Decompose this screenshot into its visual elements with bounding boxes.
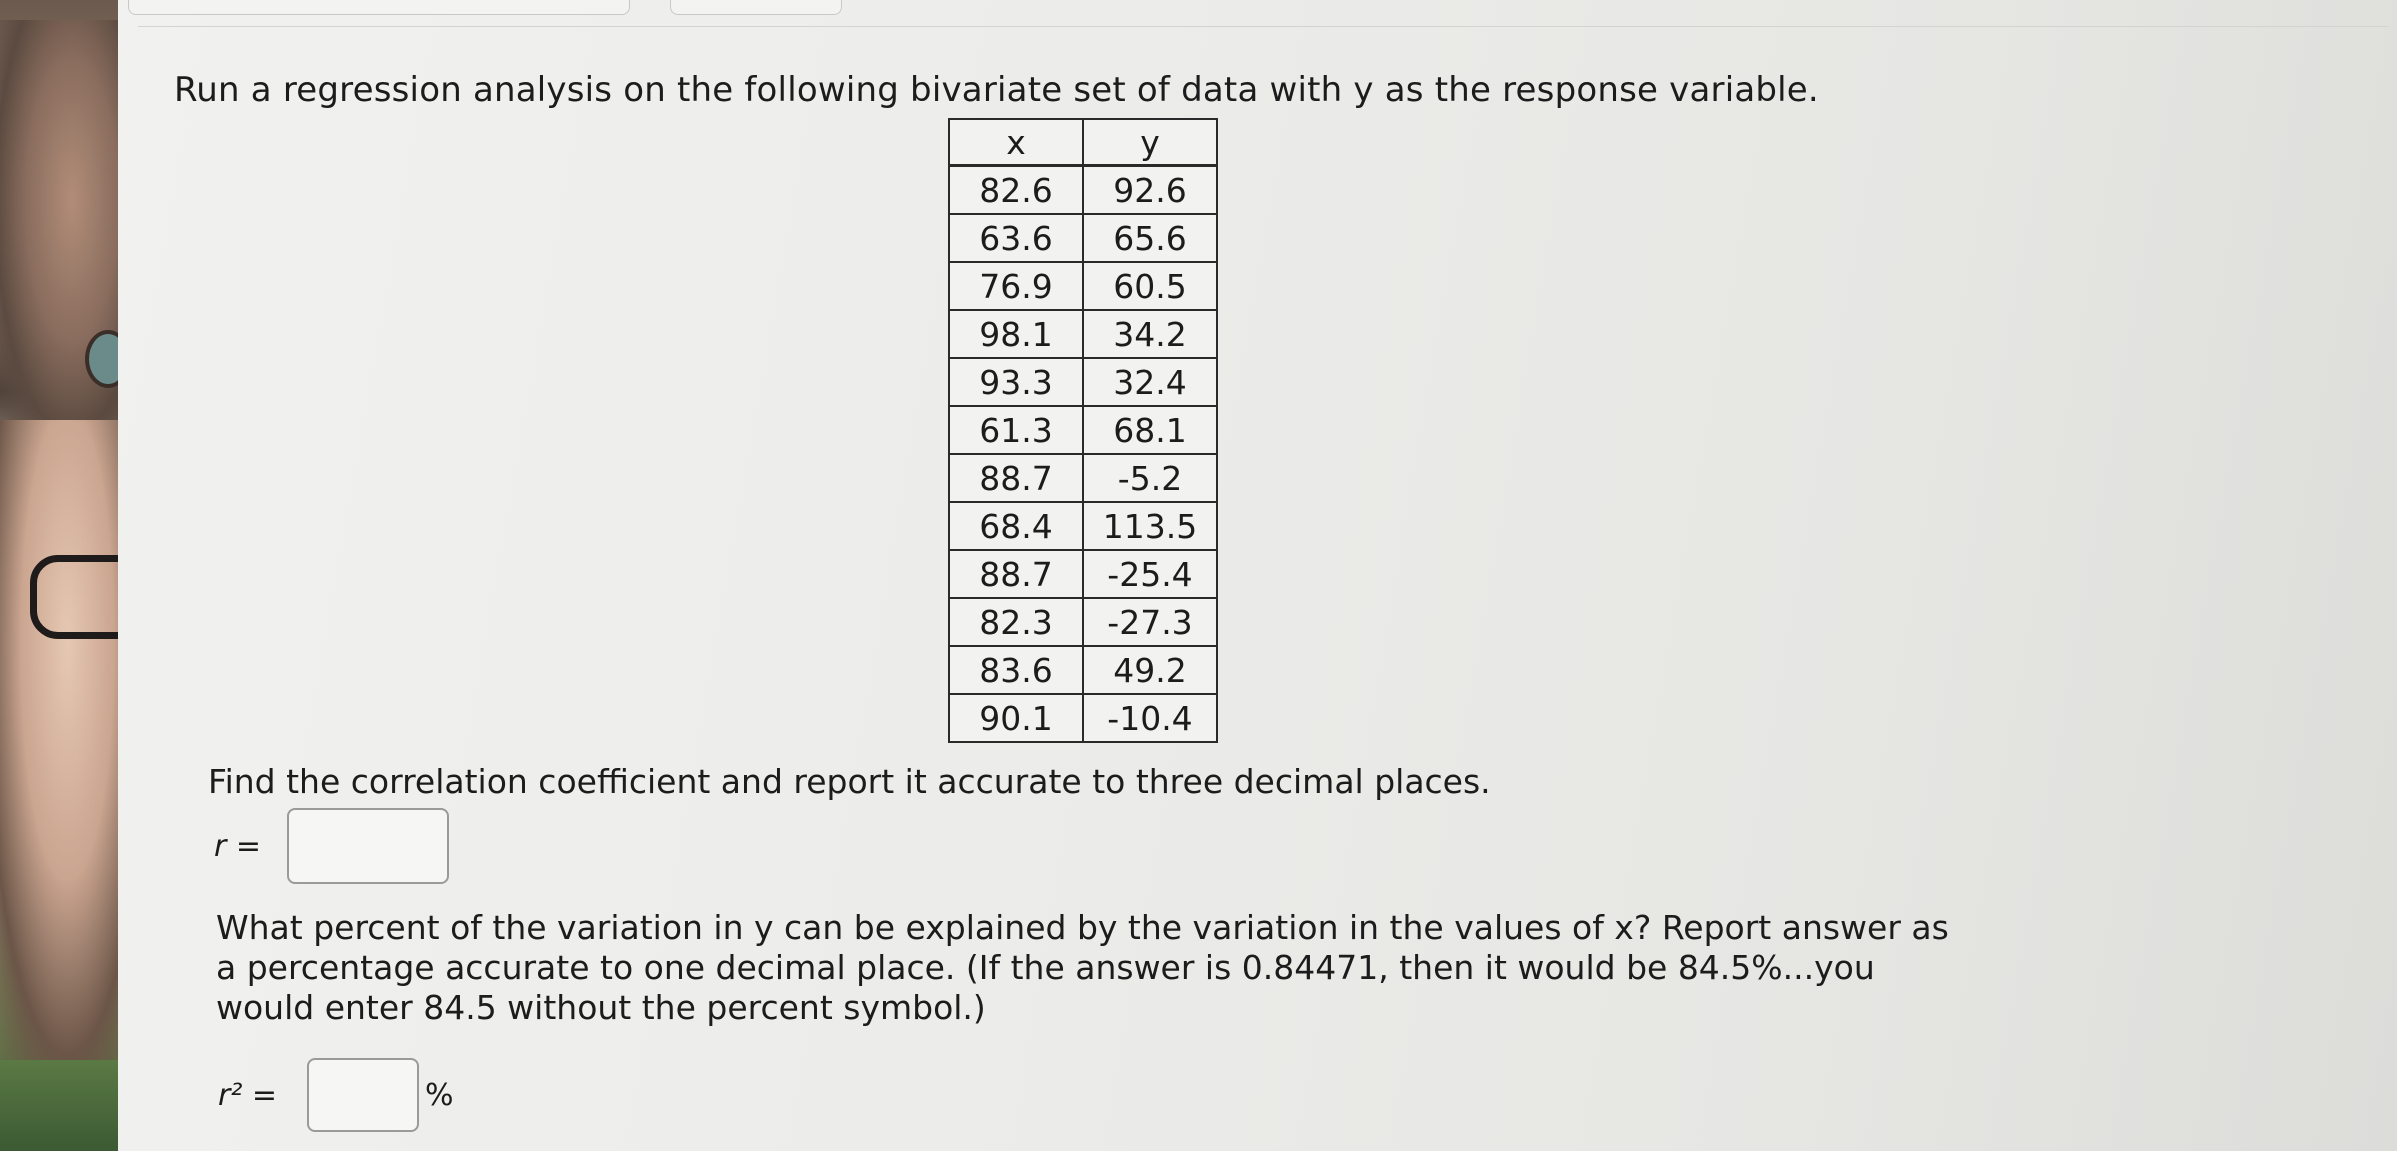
- cell-x: 63.6: [949, 214, 1083, 262]
- correlation-answer-row: [214, 808, 449, 884]
- table-body: [949, 166, 1217, 743]
- r-label: r =: [214, 828, 262, 864]
- table-row: [949, 598, 1217, 646]
- cell-y: 60.5: [1083, 262, 1217, 310]
- divider: [138, 26, 2388, 27]
- table-row: [949, 262, 1217, 310]
- cell-x: 76.9: [949, 262, 1083, 310]
- cell-x: 88.7: [949, 454, 1083, 502]
- cell-x: 98.1: [949, 310, 1083, 358]
- r-squared-label: r² =: [218, 1077, 278, 1113]
- r-squared-input[interactable]: [307, 1058, 419, 1132]
- table-row: [949, 310, 1217, 358]
- cell-x: 83.6: [949, 646, 1083, 694]
- data-table: [948, 118, 1218, 743]
- header-x: x: [949, 119, 1083, 166]
- cell-x: 88.7: [949, 550, 1083, 598]
- cell-x: 93.3: [949, 358, 1083, 406]
- question-prompt: Run a regression analysis on the following bivariate set of data with y as the response variable.: [174, 70, 1819, 110]
- cell-x: 82.3: [949, 598, 1083, 646]
- header-y: y: [1083, 119, 1217, 166]
- table-header-row: [949, 119, 1217, 166]
- cell-y: 34.2: [1083, 310, 1217, 358]
- cell-y: -5.2: [1083, 454, 1217, 502]
- cell-y: 65.6: [1083, 214, 1217, 262]
- table-row: [949, 550, 1217, 598]
- cell-y: 113.5: [1083, 502, 1217, 550]
- cell-y: 68.1: [1083, 406, 1217, 454]
- table-row: [949, 694, 1217, 742]
- cell-x: 90.1: [949, 694, 1083, 742]
- table-row: [949, 502, 1217, 550]
- determination-instruction: What percent of the variation in y can be explained by the variation in the values of x? Report answer as a percentage accurate to one decimal place. (If the answer is 0.84471, then it would be 84.5%...you would enter 84.5 without the percent symbol.): [216, 908, 1949, 1027]
- cell-y: -27.3: [1083, 598, 1217, 646]
- cell-y: 49.2: [1083, 646, 1217, 694]
- determination-answer-row: [218, 1058, 454, 1132]
- table-row: [949, 166, 1217, 215]
- cell-x: 68.4: [949, 502, 1083, 550]
- table-row: [949, 646, 1217, 694]
- percent-unit: %: [425, 1077, 454, 1113]
- cell-x: 61.3: [949, 406, 1083, 454]
- cell-y: -25.4: [1083, 550, 1217, 598]
- cell-y: 92.6: [1083, 166, 1217, 215]
- cell-y: -10.4: [1083, 694, 1217, 742]
- top-tab-left[interactable]: [128, 0, 630, 15]
- table-row: [949, 214, 1217, 262]
- table-row: [949, 358, 1217, 406]
- monitor-screen: [118, 0, 2397, 1151]
- correlation-instruction: Find the correlation coefficient and report it accurate to three decimal places.: [208, 762, 1491, 801]
- r-input[interactable]: [287, 808, 449, 884]
- table-row: [949, 406, 1217, 454]
- cell-x: 82.6: [949, 166, 1083, 215]
- top-tab-right[interactable]: [670, 0, 842, 15]
- table-row: [949, 454, 1217, 502]
- cell-y: 32.4: [1083, 358, 1217, 406]
